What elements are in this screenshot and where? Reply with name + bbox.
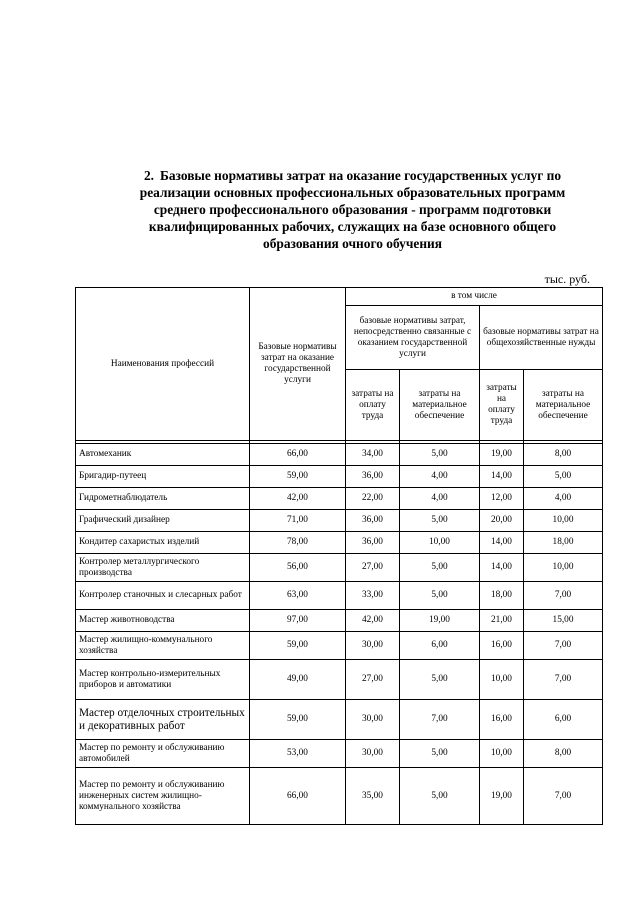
row-general-material: 7,00 [524,660,603,700]
row-direct-labor: 30,00 [346,740,400,768]
header-direct-material: затраты на материальное обеспечение [400,370,480,441]
table-row [76,610,603,632]
row-direct-labor: 35,00 [346,768,400,825]
row-general-material: 6,00 [524,700,603,740]
row-direct-labor: 27,00 [346,660,400,700]
row-direct-material: 5,00 [400,444,480,466]
row-total: 53,00 [250,740,346,768]
row-general-labor: 19,00 [480,768,524,825]
row-general-labor: 12,00 [480,488,524,510]
row-general-material: 10,00 [524,510,603,532]
header-general-material: затраты на материальное обеспечение [524,370,603,441]
heading-line-4: квалифицированных рабочих, служащих на базе основного общего [148,219,557,234]
table-row [76,532,603,554]
table-row [76,444,603,466]
row-total: 97,00 [250,610,346,632]
heading-line-2: реализации основных профессиональных образовательных программ [139,185,566,200]
row-general-labor: 14,00 [480,554,524,582]
row-total: 63,00 [250,582,346,610]
section-number: 2. [143,168,154,183]
row-direct-labor: 30,00 [346,632,400,660]
row-total: 42,00 [250,488,346,510]
table-row [76,768,603,825]
header-total: Базовые нормативы затрат на оказание государственной услуги [250,288,346,441]
row-general-labor: 10,00 [480,660,524,700]
header-general-labor: затраты на оплату труда [480,370,524,441]
row-name: Мастер отделочных строительных и декоративных работ [76,700,250,740]
row-total: 49,00 [250,660,346,700]
row-direct-material: 5,00 [400,554,480,582]
heading-line-3: среднего профессионального образования - программ подготовки [153,202,552,217]
row-total: 56,00 [250,554,346,582]
header-names: Наименования профессий [76,288,250,441]
header-direct-labor: затраты на оплату труда [346,370,400,441]
row-direct-material: 4,00 [400,466,480,488]
row-direct-material: 5,00 [400,740,480,768]
header-direct-costs: базовые нормативы затрат, непосредственно связанные с оказанием государственной услуги [346,306,480,370]
row-direct-labor: 36,00 [346,510,400,532]
row-name: Гидрометнаблюдатель [76,488,250,510]
row-general-material: 7,00 [524,632,603,660]
row-general-material: 8,00 [524,444,603,466]
row-general-material: 8,00 [524,740,603,768]
row-direct-labor: 42,00 [346,610,400,632]
row-name: Бригадир-путеец [76,466,250,488]
row-direct-labor: 30,00 [346,700,400,740]
row-total: 59,00 [250,700,346,740]
row-general-labor: 19,00 [480,444,524,466]
table-row [76,554,603,582]
table-row [76,510,603,532]
heading-line-1: 2. Базовые нормативы затрат на оказание государственных услуг по [143,168,562,183]
row-name: Мастер по ремонту и обслуживанию инженерных систем жилищно-коммунального хозяйства [76,768,250,825]
row-total: 78,00 [250,532,346,554]
row-name: Графический дизайнер [76,510,250,532]
row-name: Мастер по ремонту и обслуживанию автомобилей [76,740,250,768]
row-direct-material: 7,00 [400,700,480,740]
row-general-labor: 14,00 [480,466,524,488]
header-including: в том числе [346,288,603,306]
row-direct-material: 5,00 [400,660,480,700]
row-direct-material: 5,00 [400,768,480,825]
row-total: 66,00 [250,444,346,466]
row-general-labor: 20,00 [480,510,524,532]
row-direct-material: 5,00 [400,510,480,532]
row-total: 66,00 [250,768,346,825]
row-direct-material: 4,00 [400,488,480,510]
row-direct-material: 10,00 [400,532,480,554]
row-direct-labor: 27,00 [346,554,400,582]
row-general-material: 5,00 [524,466,603,488]
row-name: Контролер станочных и слесарных работ [76,582,250,610]
row-name: Мастер контрольно-измерительных приборов и автоматики [76,660,250,700]
table-row [76,660,603,700]
row-direct-labor: 36,00 [346,532,400,554]
row-general-labor: 14,00 [480,532,524,554]
section-heading [100,167,605,252]
row-name: Контролер металлургического производства [76,554,250,582]
table-row [76,488,603,510]
row-direct-labor: 33,00 [346,582,400,610]
row-direct-material: 6,00 [400,632,480,660]
row-general-material: 4,00 [524,488,603,510]
row-direct-labor: 22,00 [346,488,400,510]
row-general-material: 7,00 [524,768,603,825]
row-general-labor: 21,00 [480,610,524,632]
row-general-material: 18,00 [524,532,603,554]
table-row [76,466,603,488]
norms-table [75,287,603,825]
row-general-labor: 10,00 [480,740,524,768]
row-total: 59,00 [250,632,346,660]
row-name: Автомеханик [76,444,250,466]
row-name: Мастер жилищно-коммунального хозяйства [76,632,250,660]
row-direct-labor: 36,00 [346,466,400,488]
table-row [76,582,603,610]
row-general-labor: 18,00 [480,582,524,610]
heading-line-5: образования очного обучения [263,236,442,251]
row-name: Кондитер сахаристых изделий [76,532,250,554]
table-row [76,700,603,740]
row-general-material: 10,00 [524,554,603,582]
row-direct-material: 5,00 [400,582,480,610]
row-name: Мастер животноводства [76,610,250,632]
table-row [76,632,603,660]
row-direct-labor: 34,00 [346,444,400,466]
row-general-labor: 16,00 [480,700,524,740]
table-row [76,740,603,768]
row-direct-material: 19,00 [400,610,480,632]
header-general-costs: базовые нормативы затрат на общехозяйственные нужды [480,306,603,370]
row-general-labor: 16,00 [480,632,524,660]
row-total: 59,00 [250,466,346,488]
row-general-material: 15,00 [524,610,603,632]
row-general-material: 7,00 [524,582,603,610]
unit-label: тыс. руб. [544,272,590,286]
row-total: 71,00 [250,510,346,532]
